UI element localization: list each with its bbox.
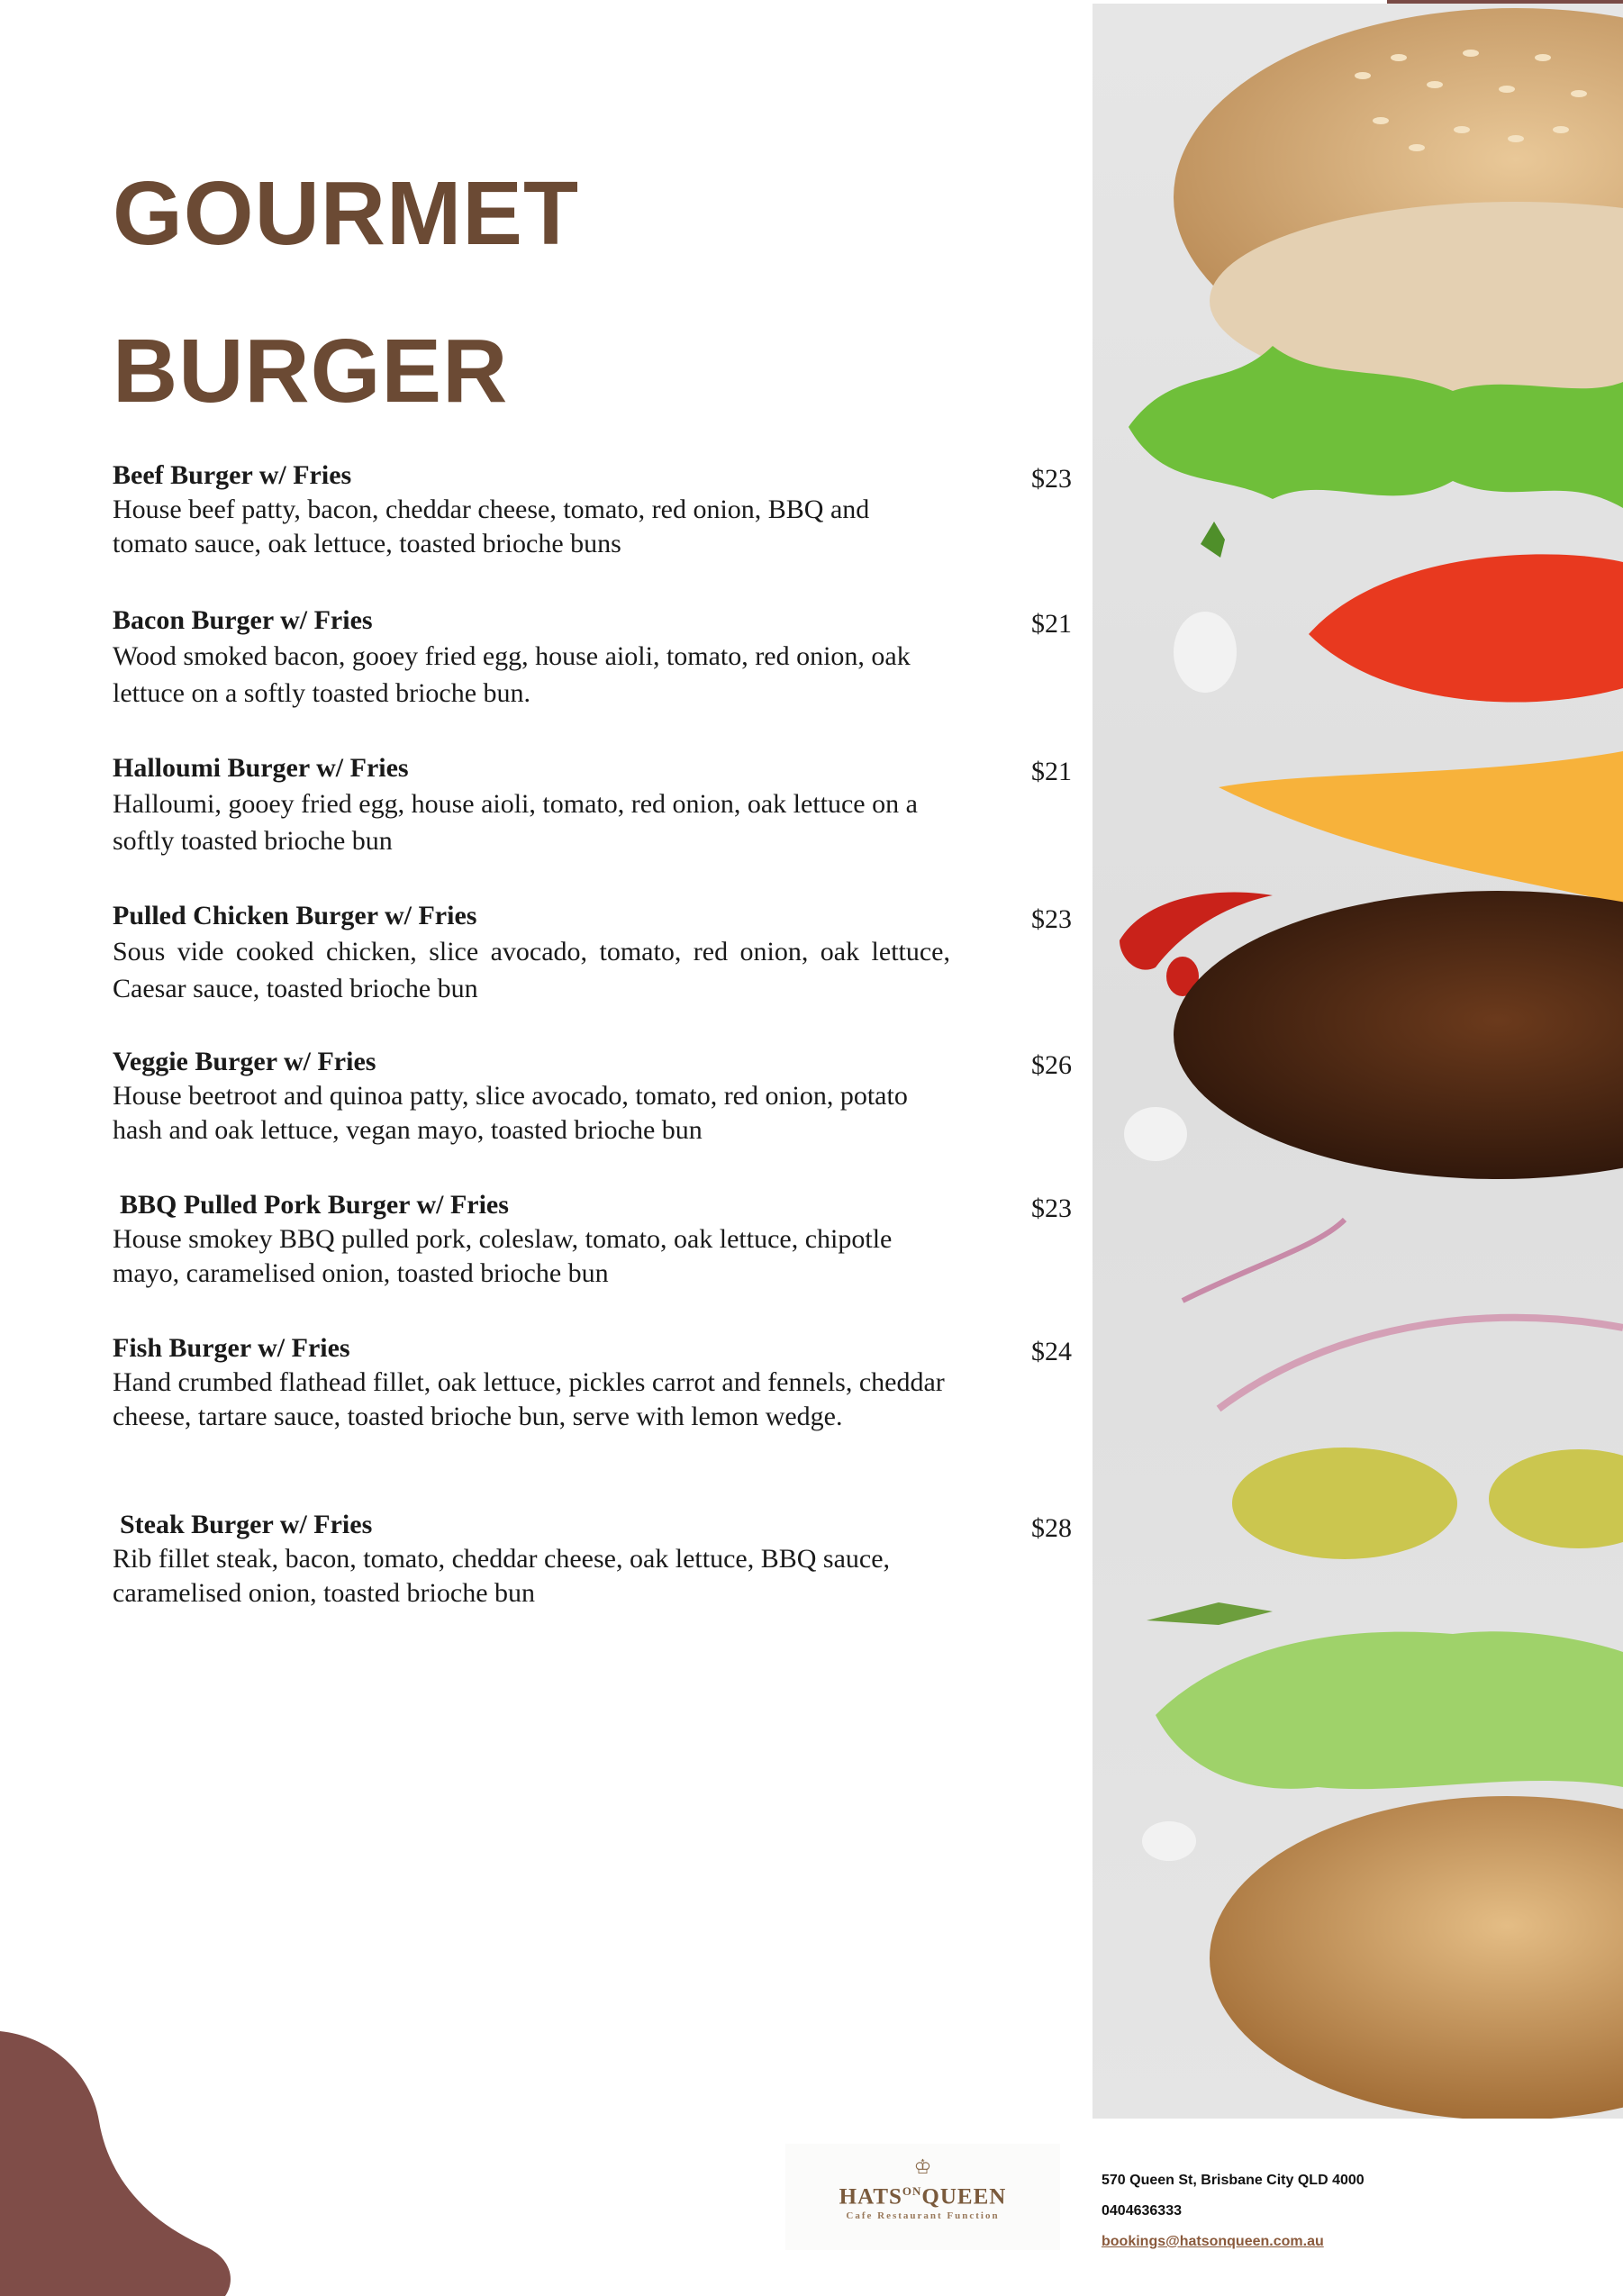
- item-description: Wood smoked bacon, gooey fried egg, house aioli, tomato, red onion, oak lettuce on a softly toasted brioche bun.: [113, 641, 911, 708]
- logo-tagline: Cafe Restaurant Function: [846, 2210, 1000, 2222]
- logo-brand-right: QUEEN: [921, 2184, 1007, 2210]
- item-name: Pulled Chicken Burger w/ Fries: [113, 901, 477, 930]
- phone: 0404636333: [1102, 2203, 1182, 2219]
- item-name: Veggie Burger w/ Fries: [113, 1047, 376, 1076]
- item-description: Rib fillet steak, bacon, tomato, cheddar cheese, oak lettuce, BBQ sauce, caramelised onion, toasted brioche bun: [113, 1544, 891, 1608]
- item-description: Hand crumbed flathead fillet, oak lettuce, pickles carrot and fennels, cheddar cheese, tartare sauce, toasted brioche bun, serve with lemon wedge.: [113, 1367, 945, 1431]
- item-price: $23: [1031, 904, 1072, 934]
- item-description: Sous vide cooked chicken, slice avocado, tomato, red onion, oak lettuce, Caesar sauce, toasted brioche bun: [113, 937, 950, 1003]
- logo-brand-on: ON: [902, 2184, 922, 2198]
- item-description: House smokey BBQ pulled pork, coleslaw, tomato, oak lettuce, chipotle mayo, caramelised onion, toasted brioche bun: [113, 1224, 893, 1288]
- item-price: $26: [1031, 1050, 1072, 1080]
- menu-item: [113, 1508, 1072, 1611]
- title-line-2: BURGER: [113, 321, 509, 422]
- crown-icon: ♔: [913, 2155, 932, 2178]
- item-price: $21: [1031, 757, 1072, 786]
- item-name: Fish Burger w/ Fries: [113, 1333, 350, 1363]
- item-name: Halloumi Burger w/ Fries: [113, 753, 409, 783]
- item-price: $23: [1031, 1193, 1072, 1223]
- email-link[interactable]: bookings@hatsonqueen.com.au: [1102, 2234, 1324, 2249]
- logo-brand-left: HATS: [839, 2184, 902, 2210]
- title-line-1: GOURMET: [113, 163, 580, 264]
- logo-wordmark: [785, 2178, 1060, 2210]
- item-name: Beef Burger w/ Fries: [113, 460, 352, 490]
- item-price: $23: [1031, 464, 1072, 494]
- menu-item: [113, 1188, 1072, 1291]
- item-name: BBQ Pulled Pork Burger w/ Fries: [120, 1190, 509, 1220]
- contact-info: [1102, 2165, 1365, 2257]
- menu-title: [113, 135, 579, 450]
- menu-item: [113, 751, 1072, 859]
- menu-item: [113, 603, 1072, 712]
- item-name: Bacon Burger w/ Fries: [113, 605, 373, 635]
- item-description: Halloumi, gooey fried egg, house aioli, tomato, red onion, oak lettuce on a softly toasted brioche bun: [113, 789, 918, 856]
- restaurant-logo: [785, 2144, 1060, 2250]
- burger-photo: [1093, 4, 1623, 2119]
- item-price: $21: [1031, 609, 1072, 639]
- item-name: Steak Burger w/ Fries: [120, 1510, 373, 1539]
- address: 570 Queen St, Brisbane City QLD 4000: [1102, 2173, 1365, 2188]
- menu-item: [113, 458, 1072, 561]
- menu-item: [113, 899, 1072, 1007]
- burger-illustration: [1093, 4, 1623, 2119]
- item-description: House beef patty, bacon, cheddar cheese, tomato, red onion, BBQ and tomato sauce, oak lettuce, toasted brioche buns: [113, 495, 870, 558]
- decorative-blob: [0, 2031, 234, 2296]
- menu-item: [113, 1331, 1072, 1434]
- item-description: House beetroot and quinoa patty, slice avocado, tomato, red onion, potato hash and oak lettuce, vegan mayo, toasted brioche bun: [113, 1081, 908, 1145]
- item-price: $28: [1031, 1513, 1072, 1543]
- item-price: $24: [1031, 1337, 1072, 1366]
- menu-item: [113, 1045, 1072, 1148]
